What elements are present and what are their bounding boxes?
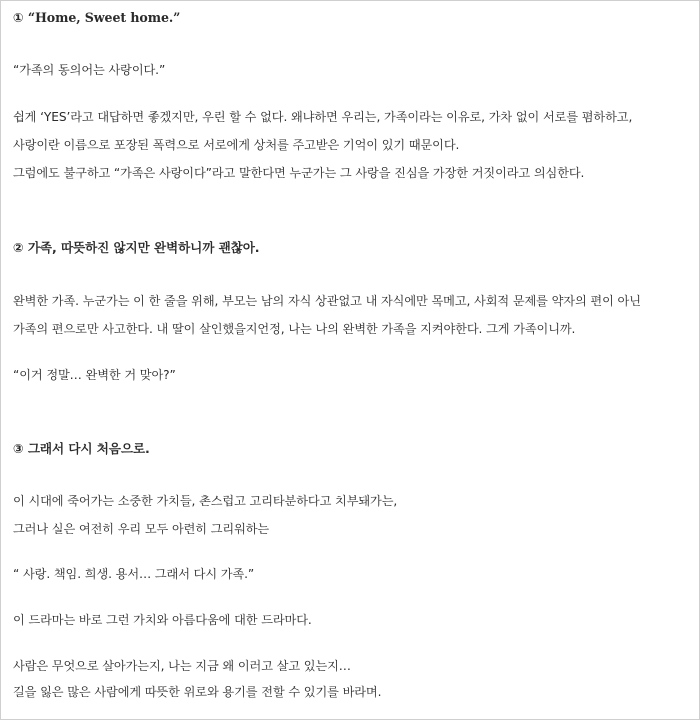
section1-heading-number: ① (13, 10, 24, 25)
section2-paragraph-line-2: 가족의 편으로만 사고한다. 내 딸이 살인했을지언정, 나는 나의 완벽한 가족을 지켜야한다. 그게 가족이니까. (13, 322, 576, 336)
section2-paragraph-line-1: 완벽한 가족. 누군가는 이 한 줄을 위해, 부모는 남의 자식 상관없고 내 자식에만 목메고, 사회적 문제를 약자의 편이 아닌 (13, 294, 641, 308)
section3-closing-line-1: 사람은 무엇으로 살아가는지, 나는 지금 왜 이러고 살고 있는지… (13, 659, 351, 673)
section3-paragraph-line-1: 이 시대에 죽어가는 소중한 가치들, 촌스럽고 고리타분하다고 치부돼가는, (13, 494, 398, 508)
section1-heading-text: “Home, Sweet home.” (23, 10, 181, 25)
section3-statement: 이 드라마는 바로 그런 가치와 아름다움에 대한 드라마다. (13, 613, 312, 627)
document-body (13, 9, 693, 701)
section3-paragraph-line-2: 그러나 실은 여전히 우리 모두 아련히 그리워하는 (13, 522, 270, 536)
section3-closing-line-2: 길을 잃은 많은 사람에게 따뜻한 위로와 용기를 전할 수 있기를 바라며. (13, 685, 382, 699)
section1-heading (13, 9, 693, 27)
section1-paragraph-line-2: 사랑이란 이름으로 포장된 폭력으로 서로에게 상처를 주고받은 기억이 있기 때문이다. (13, 138, 460, 152)
section3-quote: “ 사랑. 책임. 희생. 용서… 그래서 다시 가족.” (13, 567, 255, 581)
section1-paragraph-line-1: 쉽게 ‘YES’라고 대답하면 좋겠지만, 우린 할 수 없다. 왜냐하면 우리는, 가족이라는 이유로, 가차 없이 서로를 폄하하고, (13, 110, 633, 124)
section2-quote: “이거 정말… 완벽한 거 맞아?” (13, 368, 176, 382)
section3-heading: ③ 그래서 다시 처음으로. (13, 441, 150, 456)
section1-quote: “가족의 동의어는 사랑이다.” (13, 63, 166, 77)
section2-heading: ② 가족, 따뜻하진 않지만 완벽하니까 괜찮아. (13, 240, 260, 255)
section1-paragraph-line-3: 그럼에도 불구하고 “가족은 사랑이다”라고 말한다면 누군가는 그 사랑을 진심을 가장한 거짓이라고 의심한다. (13, 166, 585, 180)
